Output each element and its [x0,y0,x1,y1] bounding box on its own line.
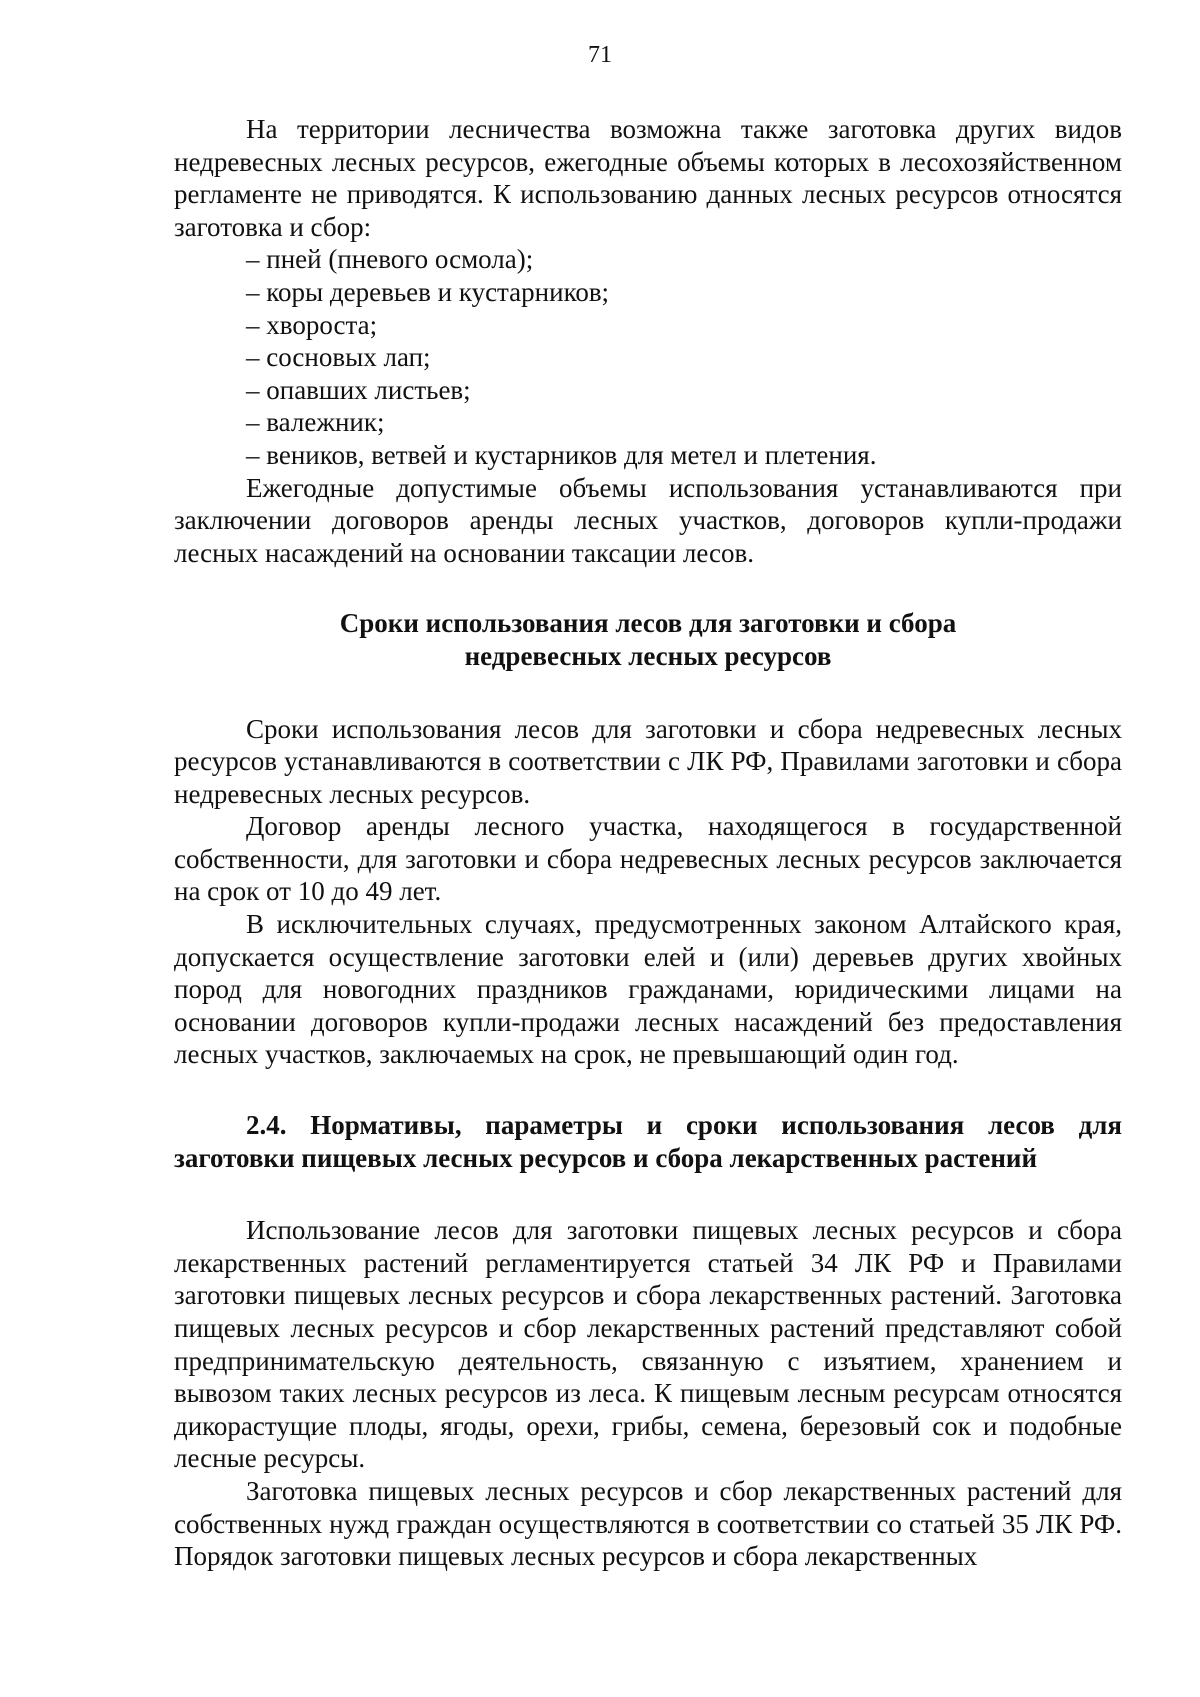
list-item: – веников, ветвей и кустарников для метел и плетения. [246,439,877,470]
list-item: – хвороста; [246,309,378,340]
subheading [174,607,1122,672]
section-paragraph: Заготовка пищевых лесных ресурсов и сбор лекарственных растений для собственных нужд граждан осуществляются в соответствии со статьей 35 ЛК РФ. Порядок заготовки пищевых лесных ресурсов и сбора лекарственных [174,1475,1122,1572]
annual-volumes-paragraph: Ежегодные допустимые объемы использования устанавливаются при заключении договоров аренды лесных участков, договоров купли-продажи лесных насаждений на основании таксации лесов. [174,472,1122,568]
list-item: – валежник; [246,407,385,438]
list-item: – опавших листьев; [246,374,471,405]
subheading-line-2: недревесных лесных ресурсов [464,640,832,671]
list-item: – коры деревьев и кустарников; [246,276,610,307]
page-number: 71 [588,42,612,68]
terms-paragraph: Сроки использования лесов для заготовки и сбора недревесных лесных ресурсов устанавливаются в соответствии с ЛК РФ, Правилами заготовки и сбора недревесных лесных ресурсов. [174,713,1122,809]
section-heading: 2.4. Нормативы, параметры и сроки использования лесов для заготовки пищевых лесных ресурсов и сбора лекарственных растений [174,1110,1122,1173]
section-paragraph: Использование лесов для заготовки пищевых лесных ресурсов и сбора лекарственных растений регламентируется статьей 34 ЛК РФ и Правилами заготовки пищевых лесных ресурсов и сбора лекарственных растений. Заготовка пищевых лесных ресурсов и сбор лекарственных растений представляют собой предпринимательскую деятельность, связанную с изъятием, хранением и вывозом таких лесных ресурсов из леса. К пищевым лесным ресурсам относятся дикорастущие плоды, ягоды, орехи, грибы, семена, березовый сок и подобные лесные ресурсы. [174,1215,1122,1474]
list-item: – пней (пневого осмола); [246,244,534,275]
terms-paragraph: В исключительных случаях, предусмотренных законом Алтайского края, допускается осуществление заготовки елей и (или) деревьев других хвойных пород для новогодних праздников гражданами, юридическими лицами на основании договоров купли-продажи лесных насаждений без предоставления лесных участков, заключаемых на срок, не превышающий один год. [174,909,1122,1070]
list-item: – сосновых лап; [246,342,431,373]
terms-paragraph: Договор аренды лесного участка, находящегося в государственной собственности, для заготовки и сбора недревесных лесных ресурсов заключается на срок от 10 до 49 лет. [174,811,1122,907]
intro-paragraph: На территории лесничества возможна также заготовка других видов недревесных лесных ресурсов, ежегодные объемы которых в лесохозяйственном регламенте не приводятся. К использованию данных лесных ресурсов относятся заготовка и сбор: [174,114,1122,242]
subheading-line-1: Сроки использования лесов для заготовки и сбора [339,608,957,639]
resource-list [174,243,1122,471]
page-content [174,113,1122,1573]
